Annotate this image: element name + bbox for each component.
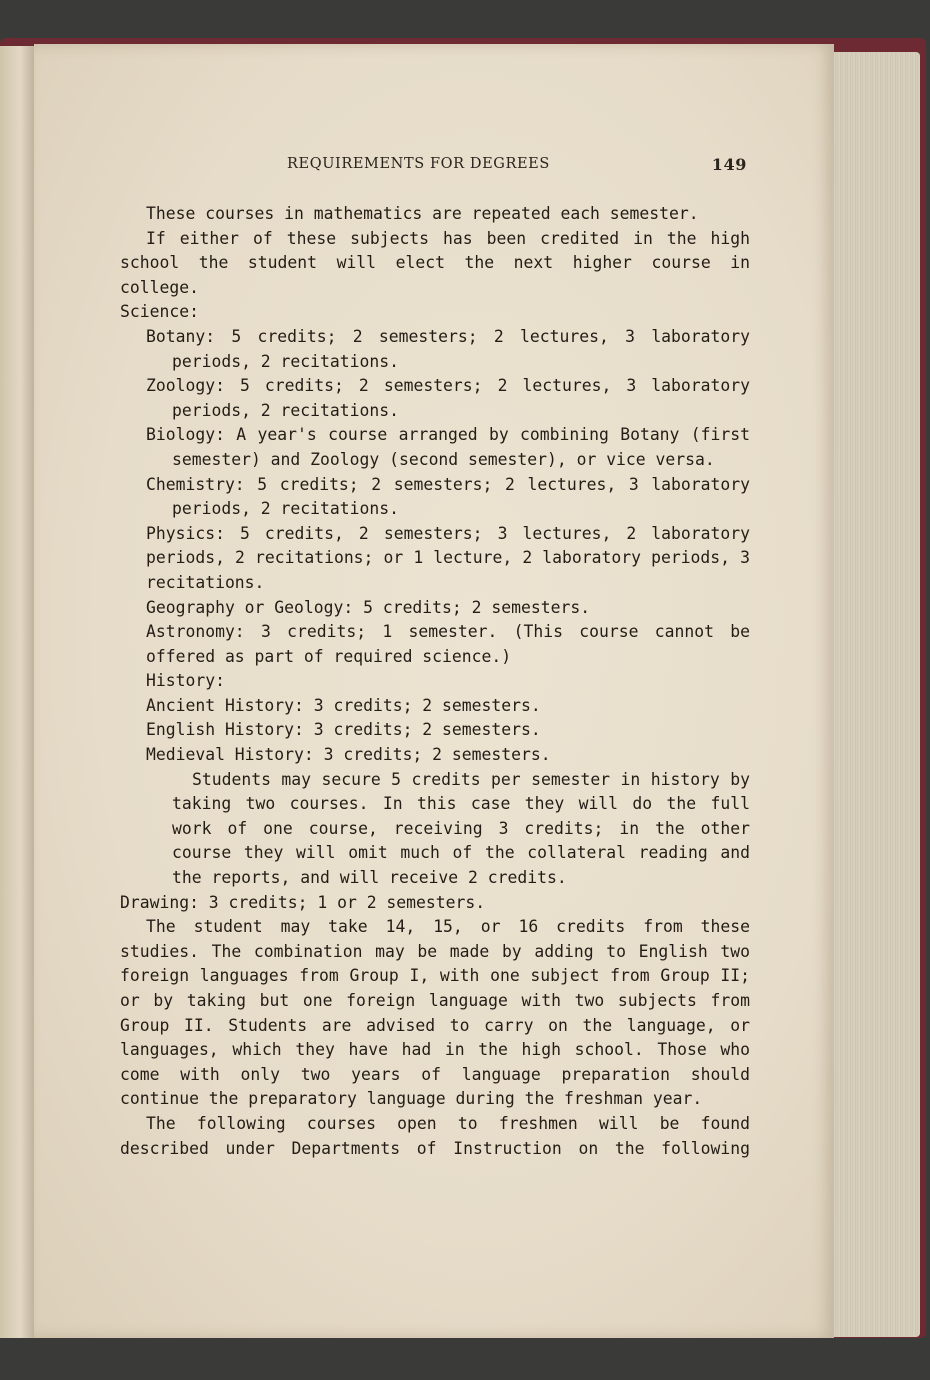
page-stack-edge bbox=[826, 52, 920, 1337]
entry-geography: Geography or Geology: 5 credits; 2 semesters. bbox=[146, 597, 591, 617]
heading-history: History: bbox=[146, 671, 225, 691]
paragraph-combination: The student may take 14, 15, or 16 credits from these studies. The combination may be made by adding to English two foreign languages from Group I, with one subject from Group II; or by taking but one foreign language with two subjects from Group II. Students are advised to carry on the language, or languages, which they have had in the high school. Those who come with only two years of language preparation should continue the preparatory language during the freshman year. bbox=[120, 917, 750, 1109]
entry-ancient-history: Ancient History: 3 credits; 2 semesters. bbox=[146, 695, 541, 715]
paragraph-intro-1: These courses in mathematics are repeated each semester. bbox=[146, 204, 699, 223]
entry-drawing: Drawing: 3 credits; 1 or 2 semesters. bbox=[120, 892, 486, 912]
entry-english-history: English History: 3 credits; 2 semesters. bbox=[146, 720, 541, 740]
entry-biology: Biology: A year's course arranged by combining Botany (first semester) and Zoology (second semester), or vice versa. bbox=[146, 425, 750, 469]
paragraph-following: The following courses open to freshmen will be found described under Departments of Instruction on the following bbox=[120, 1113, 750, 1158]
history-note: Students may secure 5 credits per semester in history by taking two courses. In this case they will do the full work of one course, receiving 3 credits; in the other course they will omit much of the collateral reading and the reports, and will receive 2 credits. bbox=[172, 769, 750, 888]
entry-physics: Physics: 5 credits, 2 semesters; 3 lectures, 2 laboratory periods, 2 recitations; or 1 lecture, 2 laboratory periods, 3 recitations. bbox=[146, 523, 750, 592]
heading-science: Science: bbox=[120, 302, 199, 322]
page-number: 149 bbox=[711, 155, 747, 174]
paragraph-intro-2: If either of these subjects has been credited in the high school the student will elect the next higher course in college. bbox=[120, 228, 750, 297]
entry-chemistry: Chemistry: 5 credits; 2 semesters; 2 lectures, 3 laboratory periods, 2 recitations. bbox=[146, 474, 750, 519]
entry-botany: Botany: 5 credits; 2 semesters; 2 lectures, 3 laboratory periods, 2 recitations. bbox=[146, 326, 750, 371]
entry-zoology: Zoology: 5 credits; 2 semesters; 2 lectures, 3 laboratory periods, 2 recitations. bbox=[146, 376, 750, 420]
entry-astronomy: Astronomy: 3 credits; 1 semester. (This course cannot be offered as part of required science.) bbox=[146, 622, 750, 666]
entry-medieval-history: Medieval History: 3 credits; 2 semesters. bbox=[146, 745, 551, 765]
running-head-title: REQUIREMENTS FOR DEGREES bbox=[287, 156, 550, 172]
running-head bbox=[287, 156, 747, 176]
page-body bbox=[120, 202, 750, 1161]
book-gutter bbox=[0, 46, 34, 1338]
